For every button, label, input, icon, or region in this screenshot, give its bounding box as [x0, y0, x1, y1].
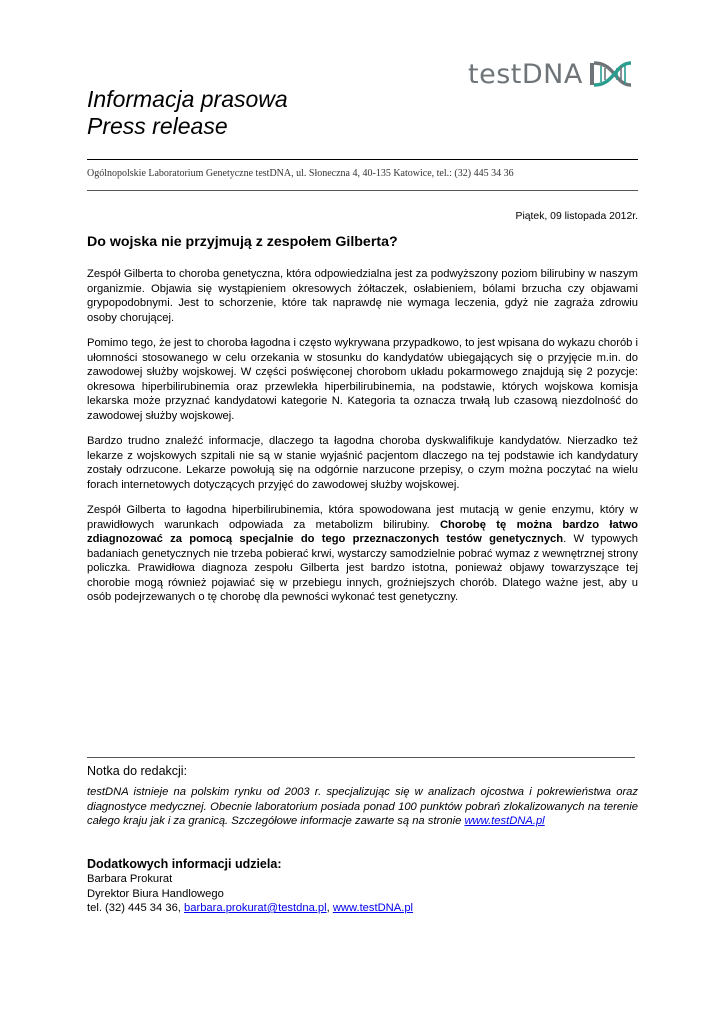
note-text: testDNA istnieje na polskim rynku od 2003 r. specjalizując się w analizach ojcostwa i pokrewieństwa oraz diagnostyce medycznej. Obecnie laboratorium posiada ponad 100 punktów pobrań zlokalizowanych na terenie całego kraju jak i za granicą. Szczegółowe informacje zawarte są na stronie: [87, 786, 638, 827]
header-divider: [87, 159, 638, 160]
contact-block: [87, 872, 413, 916]
contact-phone: tel. (32) 445 34 36,: [87, 902, 185, 914]
contact-name: Barbara Prokurat: [87, 873, 173, 885]
contact-website-link[interactable]: www.testDNA.pl: [332, 902, 414, 914]
paragraph-2: Pomimo tego, że jest to choroba łagodna i często wykrywana przypadkowo, to jest wpisana do wykazu chorób i ułomności stosowanego w celu orzekania w stosunku do kandydatów ubiegających się o przyjęcie m.in. do zawodowej służby wojskowej. W części poświęconej chorobom układu pokarmowego znajdują się 2 pozycje: okresowa hiperbilirubinemia oraz przewlekła hiperbilirubinemia, na podstawie, których wojskowa komisja lekarska może przyznać kandydatowi kategorie N. Kategoria ta oznacza trwałą lub czasową niezdolność do zawodowej służby wojskowej.: [87, 337, 638, 422]
paragraph-1: Zespół Gilberta to choroba genetyczna, która odpowiedzialna jest za podwyższony poziom bilirubiny w naszym organizmie. Objawia się wystąpieniem okresowych żółtaczek, osłabieniem, bólami brzucha czy objawami grypopodobnymi. Jest to schorzenie, które tak naprawdę nie wymaga leczenia, gdyż nie zagraża zdrowiu osoby chorującej.: [87, 268, 638, 324]
logo-text: testDNA: [468, 58, 583, 90]
article-headline: Do wojska nie przyjmują z zespołem Gilberta?: [87, 234, 398, 250]
release-date: Piątek, 09 listopada 2012r.: [515, 211, 638, 222]
contact-title: Dodatkowych informacji udziela:: [87, 857, 282, 871]
note-website-link[interactable]: www.testDNA.pl: [464, 815, 545, 827]
lab-address: Ogólnopolskie Laboratorium Genetyczne testDNA, ul. Słoneczna 4, 40-135 Katowice, tel.: (32) 445 34 36: [87, 168, 514, 179]
dna-helix-icon: [589, 59, 633, 89]
document-title: [87, 86, 288, 140]
note-divider: [87, 757, 635, 758]
contact-email-link[interactable]: barbara.prokurat@testdna.pl: [184, 902, 327, 914]
paragraph-3: Bardzo trudno znaleźć informacje, dlaczego ta łagodna choroba dyskwalifikuje kandydatów. Nierzadko też lekarze z wojskowych szpitali nie są w stanie wyjaśnić pacjentom dlaczego na tej podstawie ich kandydatury zostały odrzucone. Lekarze powołują się na odgórnie narzucone przepisy, o czym można poczytać na wielu forach internetowych dotyczących przyjęć do zawodowej służby wojskowej.: [87, 435, 638, 491]
note-title: Notka do redakcji:: [87, 764, 188, 778]
testdna-logo: [468, 56, 648, 92]
paragraph-4: [87, 503, 638, 605]
title-polish: Informacja prasowa: [87, 86, 288, 112]
title-english: Press release: [87, 113, 228, 139]
address-divider: [87, 190, 638, 191]
contact-separator: ,: [326, 902, 333, 914]
contact-line: [87, 901, 413, 916]
paragraph-4-bold: Chorobę tę można bardzo łatwo zdiagnozować za pomocą specjalnie do tego przeznaczonych testów genetycznych: [87, 518, 638, 545]
paragraph-4-end: . W typowych badaniach genetycznych nie trzeba pobierać krwi, wystarczy samodzielnie pobrać wymaz z wewnętrznej strony policzka. Prawidłowa diagnoza zespołu Gilberta jest bardzo istotna, ponieważ objawy towarzyszące tej chorobie mogą również pojawiać się w przebiegu innych, groźniejszych chorób. Dlatego ważne jest, aby u osób podejrzewanych o tę chorobę dla pewności wykonać test genetyczny.: [87, 533, 638, 603]
note-body: [87, 785, 638, 829]
paragraph-4-start: Zespół Gilberta to łagodna hiperbilirubinemia, która spowodowana jest mutacją w genie enzymu, który w prawidłowych warunkach odpowiada za metabolizm bilirubiny.: [87, 504, 638, 531]
contact-role: Dyrektor Biura Handlowego: [87, 887, 224, 900]
